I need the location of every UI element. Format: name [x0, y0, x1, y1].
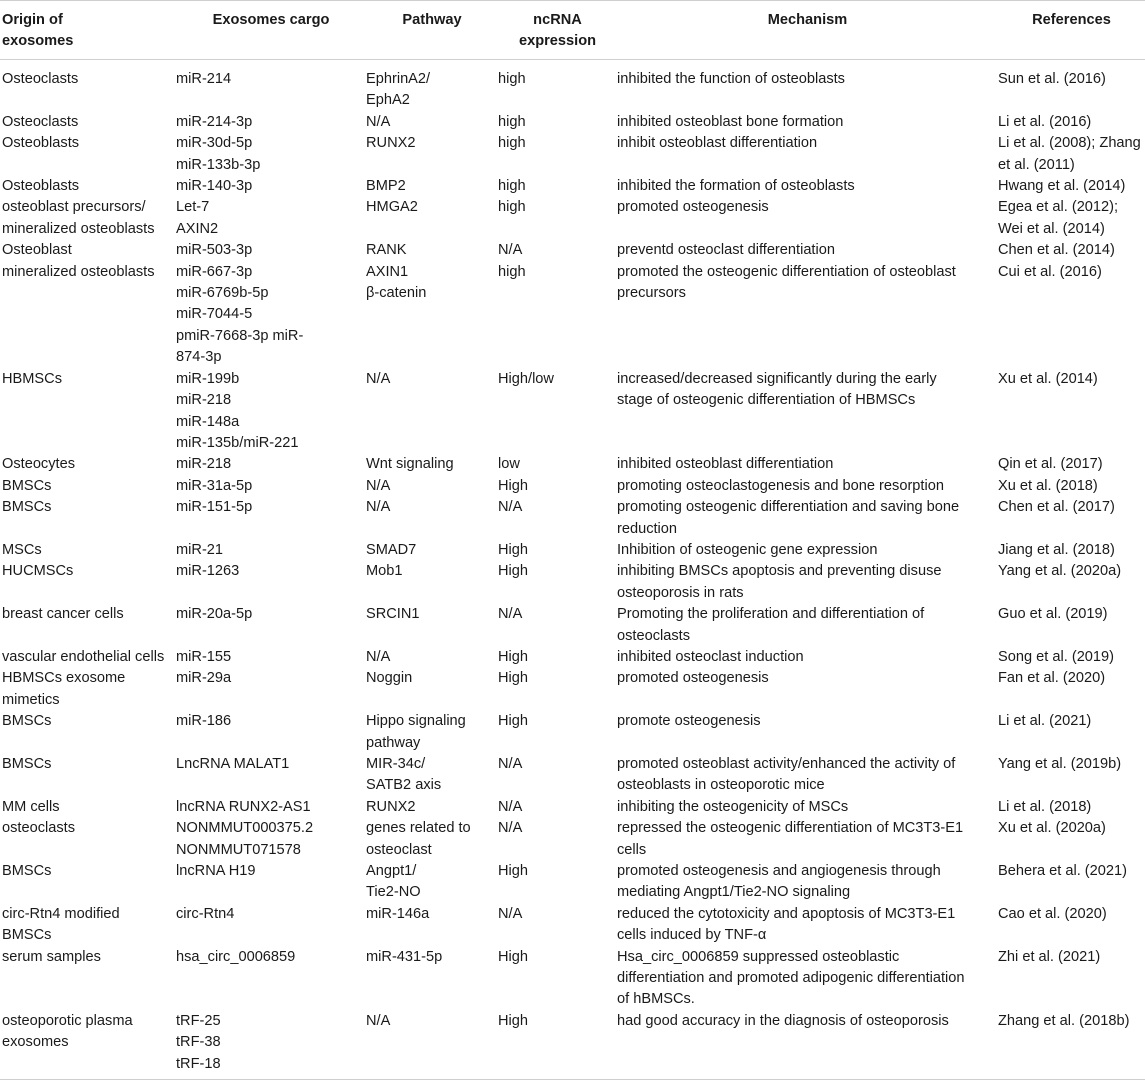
expression-cell: High [498, 563, 529, 580]
mechanism-cell: reduced the cytotoxicity and apoptosis of MC3T3-E1 cells induced by TNF-α [617, 905, 956, 944]
pathway-cell: BMP2 [366, 178, 406, 195]
expression-cell: high [498, 263, 526, 280]
origin-cell: BMSCs [2, 499, 52, 516]
mechanism-cell: promoted the osteogenic differentiation of osteoblast precursors [617, 263, 956, 302]
mechanism-cell: Inhibition of osteogenic gene expression [617, 541, 878, 558]
table-row [0, 369, 1145, 455]
mechanism-cell: inhibited the function of osteoblasts [617, 71, 845, 87]
mechanism-cell: inhibited the formation of osteoblasts [617, 178, 855, 195]
table-row [0, 133, 1145, 176]
table-header [0, 1, 1145, 60]
cargo-cell: miR-155 [176, 648, 232, 665]
mechanism-cell: Hsa_circ_0006859 suppressed osteoblastic differentiation and promoted adipogenic differentiation of hBMSCs. [617, 948, 965, 1008]
reference-cell: Song et al. (2019) [998, 648, 1115, 665]
cargo-cell: miR-214-3p [176, 113, 253, 130]
table-row [0, 711, 1145, 754]
pathway-cell: N/A [366, 113, 391, 130]
expression-cell: High [498, 648, 529, 665]
mechanism-cell: inhibiting the osteogenicity of MSCs [617, 798, 849, 815]
table-row [0, 1011, 1145, 1080]
reference-cell: Li et al. (2008); Zhang et al. (2011) [998, 135, 1141, 173]
table-body [0, 60, 1145, 1080]
cargo-cell: miR-218 [176, 456, 232, 473]
origin-cell: BMSCs [2, 477, 52, 494]
origin-cell: circ-Rtn4 modified BMSCs [2, 905, 120, 944]
table-row [0, 262, 1145, 369]
origin-header: Origin of exosomes [0, 1, 176, 60]
table-row [0, 112, 1145, 133]
table-row [0, 647, 1145, 668]
origin-cell: MSCs [2, 541, 42, 558]
pathway-cell: miR-146a [366, 905, 430, 922]
table-row [0, 454, 1145, 475]
pathway-cell: N/A [366, 648, 391, 665]
pathway-cell: MIR-34c/ SATB2 axis [366, 756, 442, 794]
mechanism-header: Mechanism [617, 1, 998, 60]
cargo-cell: miR-214 [176, 71, 232, 87]
reference-cell: Xu et al. (2018) [998, 477, 1098, 494]
expression-cell: high [498, 113, 526, 130]
reference-cell: Xu et al. (2020a) [998, 820, 1106, 837]
table-row [0, 240, 1145, 261]
origin-cell: Osteoclasts [2, 71, 79, 87]
pathway-cell: Wnt signaling [366, 456, 454, 473]
expression-cell: High [498, 477, 529, 494]
origin-cell: HBMSCs exosome mimetics [2, 670, 126, 708]
expression-cell: high [498, 135, 526, 152]
pathway-cell: SRCIN1 [366, 606, 420, 623]
pathway-cell: EphrinA2/ EphA2 [366, 71, 431, 109]
origin-cell: HUCMSCs [2, 563, 74, 580]
table-row [0, 476, 1145, 497]
cargo-cell: miR-151-5p [176, 499, 253, 516]
pathway-cell: N/A [366, 499, 391, 516]
reference-cell: Fan et al. (2020) [998, 670, 1106, 687]
mechanism-cell: promoting osteogenic differentiation and saving bone reduction [617, 499, 960, 537]
expression-cell: high [498, 178, 526, 195]
expression-cell: High/low [498, 370, 554, 387]
pathway-cell: N/A [366, 477, 391, 494]
expression-cell: N/A [498, 820, 523, 837]
cargo-cell: miR-186 [176, 713, 232, 730]
cargo-cell: lncRNA RUNX2-AS1 [176, 798, 311, 815]
pathway-cell: N/A [366, 1011, 498, 1080]
mechanism-cell: repressed the osteogenic differentiation of MC3T3-E1 cells [617, 820, 964, 858]
reference-cell: Jiang et al. (2018) [998, 541, 1115, 558]
reference-cell: Cao et al. (2020) [998, 905, 1107, 922]
reference-cell: Chen et al. (2014) [998, 242, 1115, 259]
mechanism-cell: inhibiting BMSCs apoptosis and preventing disuse osteoporosis in rats [617, 563, 942, 601]
cargo-cell: circ-Rtn4 [176, 905, 235, 922]
expression-cell: N/A [498, 756, 523, 772]
mechanism-cell: had good accuracy in the diagnosis of osteoporosis [617, 1011, 998, 1080]
table-row [0, 904, 1145, 947]
origin-cell: Osteocytes [2, 456, 75, 473]
reference-cell: Xu et al. (2014) [998, 370, 1098, 387]
pathway-cell: RUNX2 [366, 798, 416, 815]
expression-cell: high [498, 199, 526, 216]
table-row [0, 60, 1145, 112]
origin-cell: osteoclasts [2, 820, 76, 837]
pathway-cell: AXIN1 β-catenin [366, 263, 427, 302]
reference-cell: Zhi et al. (2021) [998, 948, 1101, 965]
reference-cell: Sun et al. (2016) [998, 71, 1106, 87]
origin-cell: BMSCs [2, 713, 52, 730]
mechanism-cell: promoted osteogenesis and angiogenesis through mediating Angpt1/Tie2-NO signaling [617, 863, 941, 901]
expression-cell: High [498, 713, 529, 730]
pathway-cell: genes related to osteoclast [366, 820, 471, 858]
origin-cell: osteoporotic plasma exosomes [0, 1011, 176, 1080]
cargo-cell: miR-31a-5p [176, 477, 253, 494]
pathway-cell: N/A [366, 370, 391, 387]
origin-cell: serum samples [2, 948, 101, 965]
table-row [0, 540, 1145, 561]
origin-cell: HBMSCs [2, 370, 62, 387]
origin-cell: osteoblast precursors/ mineralized osteoblasts [2, 199, 155, 237]
expression-cell: N/A [498, 798, 523, 815]
table-row [0, 197, 1145, 240]
expression-cell: high [498, 71, 526, 87]
reference-cell: Qin et al. (2017) [998, 456, 1103, 473]
mechanism-cell: promoted osteogenesis [617, 670, 769, 687]
mechanism-cell: Promoting the proliferation and differentiation of osteoclasts [617, 606, 925, 644]
expression-cell: High [498, 863, 529, 880]
cargo-cell: miR-1263 [176, 563, 240, 580]
mechanism-cell: inhibited osteoclast induction [617, 648, 804, 665]
table-row [0, 947, 1145, 1011]
cargo-cell: LncRNA MALAT1 [176, 756, 290, 772]
reference-cell: Li et al. (2016) [998, 113, 1092, 130]
origin-cell: BMSCs [2, 863, 52, 880]
origin-cell: mineralized osteoblasts [2, 263, 155, 280]
expression-cell: N/A [498, 606, 523, 623]
reference-cell: Zhang et al. (2018b) [998, 1011, 1145, 1080]
expression-cell: High [498, 541, 529, 558]
mechanism-cell: inhibited osteoblast differentiation [617, 456, 834, 473]
mechanism-cell: increased/decreased significantly during the early stage of osteogenic differentiation of HBMSCs [617, 370, 937, 409]
pathway-cell: Hippo signaling pathway [366, 713, 466, 751]
pathway-cell: RANK [366, 242, 407, 259]
origin-cell: BMSCs [2, 756, 52, 772]
origin-cell: Osteoblasts [2, 135, 80, 152]
expression-cell: High [498, 670, 529, 687]
mechanism-cell: inhibited osteoblast bone formation [617, 113, 844, 130]
reference-cell: Li et al. (2021) [998, 713, 1092, 730]
expression-cell: N/A [498, 499, 523, 516]
cargo-cell: lncRNA H19 [176, 863, 256, 880]
mechanism-cell: preventd osteoclast differentiation [617, 242, 835, 259]
origin-cell: Osteoblast [2, 242, 72, 259]
expression-cell: low [498, 456, 520, 473]
expression-cell: High [498, 948, 529, 965]
table-row [0, 754, 1145, 797]
mechanism-cell: promoted osteoblast activity/enhanced the activity of osteoblasts in osteoporotic mice [617, 756, 956, 794]
pathway-header: Pathway [366, 1, 498, 60]
origin-cell: Osteoblasts [2, 178, 80, 195]
table-row [0, 668, 1145, 711]
reference-cell: Chen et al. (2017) [998, 499, 1115, 516]
mechanism-cell: inhibit osteoblast differentiation [617, 135, 818, 152]
cargo-cell: tRF-25 tRF-38 tRF-18 [176, 1011, 366, 1080]
mechanism-cell: promote osteogenesis [617, 713, 761, 730]
cargo-cell: miR-503-3p [176, 242, 253, 259]
header-row [0, 1, 1145, 60]
expression-cell: High [498, 1011, 617, 1080]
references-header: References [998, 1, 1145, 60]
cargo-cell: hsa_circ_0006859 [176, 948, 296, 965]
pathway-cell: RUNX2 [366, 135, 416, 152]
origin-cell: MM cells [2, 798, 60, 815]
pathway-cell: miR-431-5p [366, 948, 443, 965]
expression-header: ncRNA expression [498, 1, 617, 60]
origin-cell: breast cancer cells [2, 606, 124, 623]
reference-cell: Yang et al. (2019b) [998, 756, 1122, 772]
table-row [0, 561, 1145, 604]
mechanism-cell: promoting osteoclastogenesis and bone resorption [617, 477, 944, 494]
pathway-cell: Mob1 [366, 563, 403, 580]
table-row [0, 497, 1145, 540]
origin-cell: Osteoclasts [2, 113, 79, 130]
pathway-cell: Angpt1/ Tie2-NO [366, 863, 421, 901]
reference-cell: Guo et al. (2019) [998, 606, 1108, 623]
cargo-cell: miR-20a-5p [176, 606, 253, 623]
cargo-header: Exosomes cargo [176, 1, 366, 60]
reference-cell: Egea et al. (2012); Wei et al. (2014) [998, 199, 1119, 237]
expression-cell: N/A [498, 242, 523, 259]
reference-cell: Hwang et al. (2014) [998, 178, 1126, 195]
cargo-cell: miR-199b miR-218 miR-148a miR-135b/miR-221 [176, 370, 299, 451]
pathway-cell: HMGA2 [366, 199, 418, 216]
cargo-cell: miR-667-3p miR-6769b-5p miR-7044-5 pmiR-7668-3p miR- 874-3p [176, 263, 304, 366]
pathway-cell: Noggin [366, 670, 413, 687]
cargo-cell: Let-7 AXIN2 [176, 199, 219, 237]
cargo-cell: miR-21 [176, 541, 224, 558]
cargo-cell: miR-140-3p [176, 178, 253, 195]
reference-cell: Li et al. (2018) [998, 798, 1092, 815]
table-row [0, 176, 1145, 197]
table-row [0, 818, 1145, 861]
cargo-cell: miR-30d-5p miR-133b-3p [176, 135, 261, 173]
origin-cell: vascular endothelial cells [2, 648, 165, 665]
table-row [0, 604, 1145, 647]
cargo-cell: miR-29a [176, 670, 232, 687]
mechanism-cell: promoted osteogenesis [617, 199, 769, 216]
table-row [0, 797, 1145, 818]
reference-cell: Behera et al. (2021) [998, 863, 1127, 880]
table-row [0, 861, 1145, 904]
reference-cell: Yang et al. (2020a) [998, 563, 1122, 580]
pathway-cell: SMAD7 [366, 541, 417, 558]
reference-cell: Cui et al. (2016) [998, 263, 1102, 280]
expression-cell: N/A [498, 905, 523, 922]
cargo-cell: NONMMUT000375.2 NONMMUT071578 [176, 820, 314, 858]
